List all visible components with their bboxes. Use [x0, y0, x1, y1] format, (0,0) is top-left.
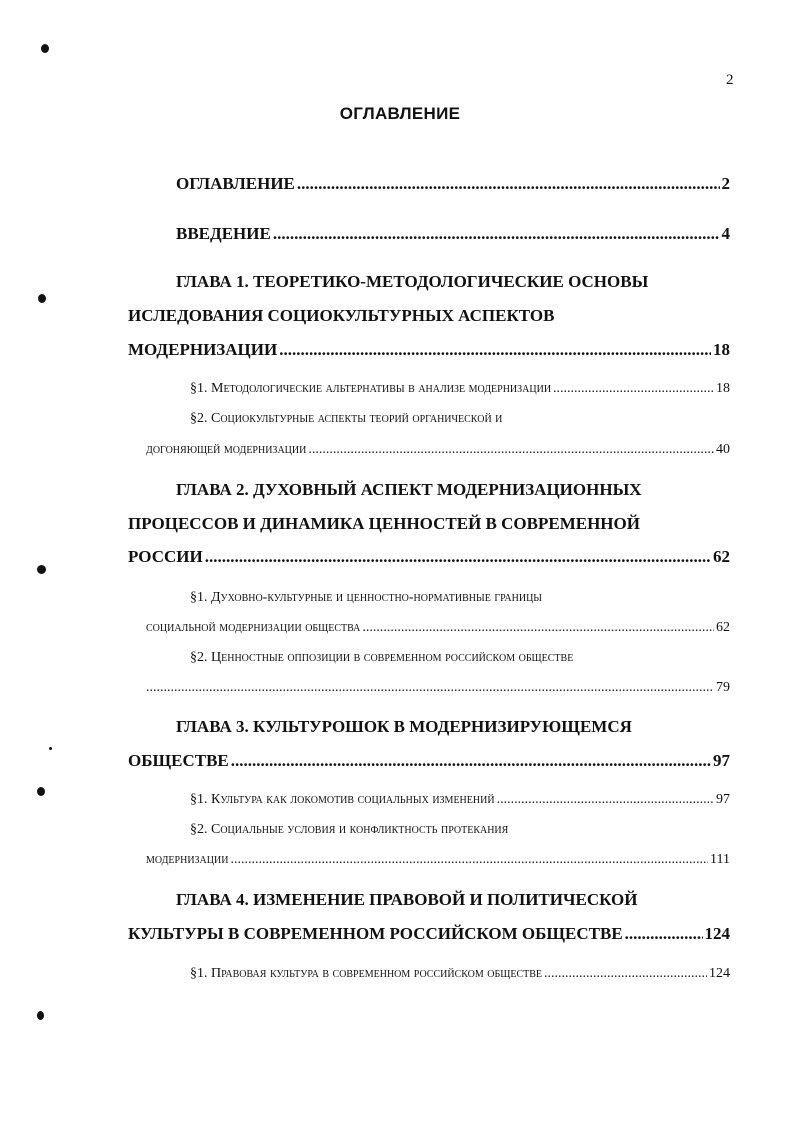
toc-entry-title: МОДЕРНИЗАЦИИ — [128, 340, 278, 359]
toc-page-number: 79 — [716, 680, 730, 695]
toc-section-4-1[interactable] — [190, 966, 730, 982]
dot-leader — [273, 224, 720, 244]
toc-entry-vvedenie[interactable] — [176, 224, 730, 244]
toc-page-number: 97 — [713, 751, 730, 770]
toc-entry-title: социальной модернизации общества — [146, 620, 361, 635]
toc-page-number: 97 — [716, 792, 730, 807]
toc-entry-title: §1. Правовая культура в современном российском обществе — [190, 966, 543, 981]
toc-entry-title: КУЛЬТУРЫ В СОВРЕМЕННОМ РОССИЙСКОМ ОБЩЕСТВЕ — [128, 924, 623, 943]
toc-page-number: 40 — [716, 442, 730, 457]
toc-section-1-2-line-2[interactable] — [146, 442, 730, 458]
toc-section-2-1-line-1[interactable]: §1. Духовно-культурные и ценностно-нормативные границы — [190, 590, 543, 605]
toc-entry-title: ОГЛАВЛЕНИЕ — [176, 174, 295, 193]
dot-leader — [625, 924, 703, 944]
toc-section-2-2-line-2[interactable] — [146, 680, 730, 696]
punch-hole-mark — [49, 747, 52, 750]
toc-section-3-1[interactable] — [190, 792, 730, 808]
dot-leader — [231, 751, 711, 771]
toc-section-3-2-line-1[interactable]: §2. Социальные условия и конфликтность протекания — [190, 822, 509, 837]
punch-hole-mark — [37, 1011, 44, 1020]
dot-leader — [362, 620, 714, 636]
toc-chapter-2-line-3[interactable] — [128, 547, 730, 567]
toc-chapter-1-line-2[interactable]: ИСЛЕДОВАНИЯ СОЦИОКУЛЬТУРНЫХ АСПЕКТОВ — [128, 306, 555, 325]
toc-section-1-2-line-1[interactable]: §2. Социокультурные аспекты теорий органической и — [190, 411, 503, 426]
toc-page-number: 124 — [709, 966, 730, 981]
dot-leader — [205, 547, 711, 567]
dot-leader — [297, 174, 720, 194]
toc-entry-title: модернизации — [146, 852, 229, 867]
toc-section-1-1[interactable] — [190, 381, 730, 397]
toc-chapter-3-line-2[interactable] — [128, 751, 730, 771]
toc-page-number: 111 — [710, 852, 730, 867]
toc-chapter-2-line-1[interactable]: ГЛАВА 2. ДУХОВНЫЙ АСПЕКТ МОДЕРНИЗАЦИОННЫХ — [176, 480, 642, 499]
dot-leader — [544, 966, 707, 982]
toc-entry-title: РОССИИ — [128, 547, 203, 566]
toc-chapter-3-line-1[interactable]: ГЛАВА 3. КУЛЬТУРОШОК В МОДЕРНИЗИРУЮЩЕМСЯ — [176, 717, 632, 736]
dot-leader — [146, 680, 714, 696]
punch-hole-mark — [41, 44, 49, 53]
toc-chapter-1-line-3[interactable] — [128, 340, 730, 360]
toc-entry-title: ОБЩЕСТВЕ — [128, 751, 229, 770]
page-number: 2 — [726, 72, 734, 88]
toc-section-2-2-line-1[interactable]: §2. Ценностные оппозиции в современном российском обществе — [190, 650, 574, 665]
toc-entry-title: догоняющей модернизации — [146, 442, 307, 457]
punch-hole-mark — [37, 787, 45, 796]
punch-hole-mark — [38, 294, 46, 303]
dot-leader — [497, 792, 714, 808]
toc-page-number: 62 — [716, 620, 730, 635]
dot-leader — [553, 381, 714, 397]
toc-entry-title: §1. Культура как локомотив социальных изменений — [190, 792, 495, 807]
toc-chapter-1-line-1[interactable]: ГЛАВА 1. ТЕОРЕТИКО-МЕТОДОЛОГИЧЕСКИЕ ОСНОВЫ — [176, 272, 649, 291]
toc-page-number: 2 — [721, 174, 730, 193]
toc-page-number: 18 — [716, 381, 730, 396]
toc-entry-title: §1. Методологические альтернативы в анализе модернизации — [190, 381, 552, 396]
dot-leader — [308, 442, 714, 458]
toc-chapter-2-line-2[interactable]: ПРОЦЕССОВ И ДИНАМИКА ЦЕННОСТЕЙ В СОВРЕМЕННОЙ — [128, 514, 640, 533]
toc-page-number: 124 — [704, 924, 730, 943]
dot-leader — [279, 340, 711, 360]
toc-entry-title: ВВЕДЕНИЕ — [176, 224, 271, 243]
toc-page-number: 18 — [713, 340, 730, 359]
page-title: ОГЛАВЛЕНИЕ — [339, 104, 461, 123]
toc-chapter-4-line-2[interactable] — [128, 924, 730, 944]
toc-section-3-2-line-2[interactable] — [146, 852, 730, 868]
punch-hole-mark — [37, 565, 46, 574]
toc-page-number: 4 — [721, 224, 730, 243]
toc-entry-oglavlenie[interactable] — [176, 174, 730, 194]
dot-leader — [230, 852, 708, 868]
toc-chapter-4-line-1[interactable]: ГЛАВА 4. ИЗМЕНЕНИЕ ПРАВОВОЙ И ПОЛИТИЧЕСКОЙ — [176, 890, 638, 909]
toc-page-number: 62 — [713, 547, 730, 566]
toc-section-2-1-line-2[interactable] — [146, 620, 730, 636]
